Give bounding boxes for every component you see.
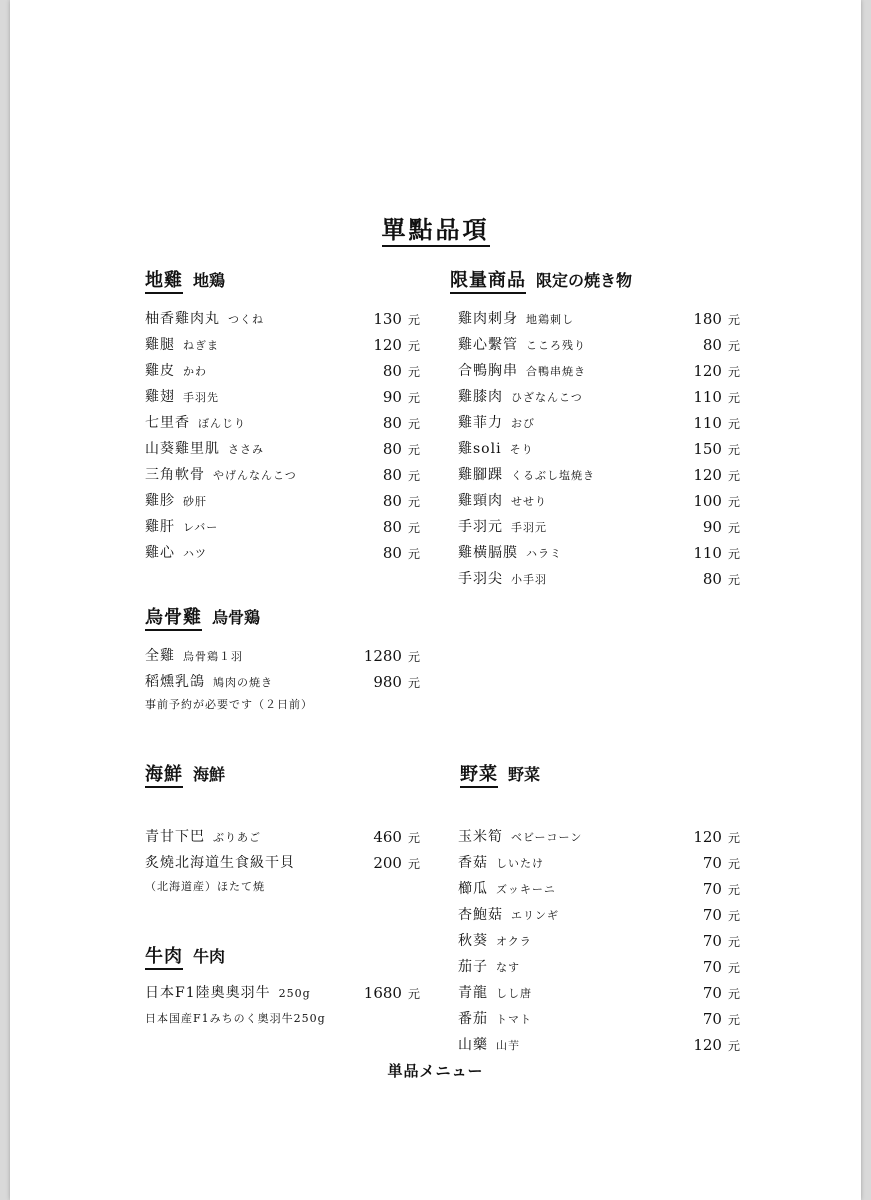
menu-item	[145, 488, 420, 514]
price-unit: 元	[407, 676, 420, 690]
menu-item	[458, 462, 740, 488]
item-note: トマト	[496, 1013, 532, 1026]
price-unit: 元	[727, 443, 740, 457]
price-amount: 70	[702, 932, 722, 950]
price-unit: 元	[407, 313, 420, 327]
item-price	[703, 566, 740, 593]
item-name: 雞皮	[145, 363, 175, 379]
page-title: 單點品項	[10, 210, 861, 245]
menu-item	[145, 850, 420, 876]
item-name: 香菇	[458, 855, 488, 871]
item-price	[693, 384, 740, 411]
item-name: 櫛瓜	[458, 881, 488, 897]
item-price	[383, 462, 420, 489]
section-title: 牛肉	[145, 946, 183, 970]
section-title: 海鮮	[145, 764, 183, 788]
price-amount: 1680	[363, 984, 402, 1002]
price-amount: 150	[693, 440, 722, 458]
price-amount: 80	[702, 336, 722, 354]
menu-item	[458, 436, 740, 462]
price-amount: 90	[702, 518, 722, 536]
item-note: ささみ	[228, 443, 264, 456]
menu-item	[458, 1006, 740, 1032]
item-note: くるぶし塩焼き	[511, 469, 595, 482]
item-price	[703, 850, 740, 877]
price-unit: 元	[407, 831, 420, 845]
price-unit: 元	[727, 495, 740, 509]
section-notice: （北海道産）ほたて焼	[145, 880, 265, 893]
price-unit: 元	[407, 857, 420, 871]
price-amount: 980	[373, 673, 402, 691]
item-name: 合鴨胸串	[458, 363, 518, 379]
price-unit: 元	[407, 339, 420, 353]
item-price	[693, 410, 740, 437]
item-price	[703, 954, 740, 981]
price-amount: 180	[693, 310, 722, 328]
item-name: 雞肝	[145, 519, 175, 535]
price-unit: 元	[407, 365, 420, 379]
item-price	[364, 643, 420, 670]
item-price	[703, 902, 740, 929]
price-amount: 120	[693, 828, 722, 846]
item-note: 手羽元	[511, 521, 547, 534]
item-note: やげんなんこつ	[213, 469, 297, 482]
section-title: 烏骨雞	[145, 607, 202, 631]
item-price	[373, 850, 420, 877]
price-unit: 元	[407, 547, 420, 561]
section-subtitle: 烏骨鶏	[212, 608, 261, 627]
price-amount: 80	[382, 466, 402, 484]
price-amount: 110	[693, 388, 722, 406]
menu-item	[145, 332, 420, 358]
price-unit: 元	[727, 909, 740, 923]
price-unit: 元	[407, 417, 420, 431]
menu-item	[458, 1032, 740, 1058]
item-name: 雞心	[145, 545, 175, 561]
item-price	[373, 332, 420, 359]
item-name: 炙燒北海道生食級干貝	[145, 855, 295, 871]
menu-item	[145, 540, 420, 566]
price-unit: 元	[727, 313, 740, 327]
item-price	[383, 358, 420, 385]
menu-page	[10, 0, 861, 1200]
item-price	[373, 824, 420, 851]
price-unit: 元	[407, 495, 420, 509]
menu-item	[458, 566, 740, 592]
item-price	[703, 980, 740, 1007]
price-unit: 元	[727, 365, 740, 379]
price-amount: 70	[702, 984, 722, 1002]
menu-item	[145, 980, 420, 1006]
section-title: 地雞	[145, 270, 183, 294]
item-name: 山藥	[458, 1037, 488, 1053]
price-amount: 70	[702, 854, 722, 872]
menu-item	[145, 669, 420, 695]
price-unit: 元	[727, 857, 740, 871]
item-name: 玉米筍	[458, 829, 503, 845]
item-price	[383, 540, 420, 567]
section-subtitle: 牛肉	[193, 947, 226, 966]
item-price	[703, 876, 740, 903]
menu-item	[458, 902, 740, 928]
item-name: 山葵雞里肌	[145, 441, 220, 457]
item-price	[693, 824, 740, 851]
price-amount: 120	[373, 336, 402, 354]
item-note: 砂肝	[183, 495, 207, 508]
price-amount: 130	[373, 310, 402, 328]
item-note: そり	[509, 443, 534, 456]
item-note: ハツ	[183, 547, 207, 560]
item-price	[693, 462, 740, 489]
section-heading-vegetable	[460, 760, 540, 786]
item-name: 日本F1陸奧奧羽牛	[145, 985, 271, 1001]
menu-item	[145, 824, 420, 850]
item-note: かわ	[183, 365, 207, 378]
item-note: エリンギ	[511, 909, 559, 922]
item-name: 青龍	[458, 985, 488, 1001]
section-subtitle: 地鶏	[193, 271, 226, 290]
item-price	[383, 436, 420, 463]
item-name: 雞膝肉	[458, 389, 503, 405]
item-name: 雞心繫管	[458, 337, 518, 353]
price-unit: 元	[727, 391, 740, 405]
item-price	[693, 436, 740, 463]
menu-item	[145, 514, 420, 540]
menu-item	[145, 643, 420, 669]
menu-item	[145, 384, 420, 410]
item-note: ズッキーニ	[496, 883, 556, 896]
item-name: 手羽元	[458, 519, 503, 535]
price-unit: 元	[407, 650, 420, 664]
menu-item	[145, 462, 420, 488]
menu-item	[145, 358, 420, 384]
menu-item	[458, 540, 740, 566]
price-unit: 元	[727, 573, 740, 587]
item-price	[383, 384, 420, 411]
section-heading-seafood	[145, 760, 225, 786]
section-subtitle: 野菜	[508, 765, 541, 784]
item-price	[373, 669, 420, 696]
item-note: 鳩肉の焼き	[213, 676, 273, 689]
item-name: 茄子	[458, 959, 488, 975]
price-amount: 110	[693, 544, 722, 562]
price-amount: 80	[382, 414, 402, 432]
price-amount: 70	[702, 906, 722, 924]
item-note: レバー	[183, 521, 219, 534]
section-title: 野菜	[460, 764, 498, 788]
section-heading-beef	[145, 942, 225, 968]
menu-item	[458, 980, 740, 1006]
price-unit: 元	[727, 469, 740, 483]
item-name: 手羽尖	[458, 571, 503, 587]
item-note: しいたけ	[496, 857, 544, 870]
item-price	[693, 306, 740, 333]
section-heading-jidori	[145, 266, 225, 292]
item-name: 稻燻乳鴿	[145, 674, 205, 690]
section-subtitle: 海鮮	[193, 765, 226, 784]
price-unit: 元	[727, 831, 740, 845]
item-price	[703, 1006, 740, 1033]
price-unit: 元	[727, 987, 740, 1001]
price-unit: 元	[407, 443, 420, 457]
menu-item	[458, 824, 740, 850]
item-name: 雞翅	[145, 389, 175, 405]
section-title: 限量商品	[450, 270, 526, 294]
price-amount: 200	[373, 854, 402, 872]
item-note: 地鶏刺し	[526, 313, 574, 326]
item-note: 小手羽	[511, 573, 547, 586]
price-unit: 元	[727, 935, 740, 949]
item-note: ベビーコーン	[511, 831, 583, 844]
price-unit: 元	[407, 469, 420, 483]
item-note: こころ残り	[526, 339, 586, 352]
item-price	[383, 488, 420, 515]
price-amount: 1280	[363, 647, 402, 665]
item-name: 番茄	[458, 1011, 488, 1027]
item-note: しし唐	[496, 987, 532, 1000]
item-price	[703, 514, 740, 541]
price-amount: 80	[382, 518, 402, 536]
menu-item	[458, 306, 740, 332]
menu-item	[458, 954, 740, 980]
price-unit: 元	[407, 987, 420, 1001]
price-unit: 元	[407, 521, 420, 535]
section-subtitle: 限定の焼き物	[536, 271, 633, 290]
item-name: 雞頸肉	[458, 493, 503, 509]
price-amount: 120	[693, 1036, 722, 1054]
price-amount: 70	[702, 1010, 722, 1028]
item-name: 三角軟骨	[145, 467, 205, 483]
item-name: 雞肉刺身	[458, 311, 518, 327]
section-heading-ukokkei	[145, 603, 260, 629]
item-name: 全雞	[145, 648, 175, 664]
price-unit: 元	[407, 391, 420, 405]
menu-item	[458, 384, 740, 410]
menu-item	[458, 850, 740, 876]
item-note: ハラミ	[526, 547, 562, 560]
price-amount: 70	[702, 958, 722, 976]
price-amount: 80	[382, 544, 402, 562]
menu-item	[458, 514, 740, 540]
menu-item	[145, 436, 420, 462]
menu-item	[458, 332, 740, 358]
price-amount: 80	[382, 492, 402, 510]
item-name: 雞橫膈膜	[458, 545, 518, 561]
item-note: おび	[511, 417, 535, 430]
item-note: 手羽先	[183, 391, 219, 404]
price-unit: 元	[727, 547, 740, 561]
item-price	[703, 928, 740, 955]
price-unit: 元	[727, 1039, 740, 1053]
item-price	[693, 358, 740, 385]
item-price	[693, 488, 740, 515]
item-price	[364, 980, 420, 1007]
price-amount: 80	[702, 570, 722, 588]
item-price	[373, 306, 420, 333]
price-amount: 120	[693, 362, 722, 380]
item-name: 雞腳踝	[458, 467, 503, 483]
price-amount: 90	[382, 388, 402, 406]
item-note: ぼんじり	[198, 417, 246, 430]
item-note: 合鴨串焼き	[526, 365, 586, 378]
item-note: なす	[496, 961, 520, 974]
price-unit: 元	[727, 417, 740, 431]
price-amount: 460	[373, 828, 402, 846]
menu-item	[458, 410, 740, 436]
item-name: 七里香	[145, 415, 190, 431]
page-footer: 単品メニュー	[387, 1062, 484, 1080]
price-unit: 元	[727, 1013, 740, 1027]
item-price	[383, 514, 420, 541]
section-notice: 日本国産F1みちのく奥羽牛250g	[145, 1012, 326, 1025]
item-name: 雞腿	[145, 337, 175, 353]
item-price	[383, 410, 420, 437]
item-note: オクラ	[496, 935, 532, 948]
item-note: ねぎま	[183, 339, 219, 352]
item-note: 烏骨鶏１羽	[183, 650, 243, 663]
price-unit: 元	[727, 883, 740, 897]
price-amount: 80	[382, 440, 402, 458]
item-name: 雞soli	[458, 441, 502, 457]
item-note: 山芋	[496, 1039, 520, 1052]
menu-item	[145, 410, 420, 436]
section-heading-limited	[450, 266, 632, 292]
item-name: 杏鮑菇	[458, 907, 503, 923]
item-note: せせり	[511, 495, 547, 508]
price-amount: 70	[702, 880, 722, 898]
price-amount: 120	[693, 466, 722, 484]
item-price	[693, 1032, 740, 1059]
item-note: ぶりあご	[213, 831, 261, 844]
price-amount: 80	[382, 362, 402, 380]
item-note: 250g	[278, 987, 311, 1000]
item-name: 雞菲力	[458, 415, 503, 431]
item-name: 柚香雞肉丸	[145, 311, 220, 327]
item-price	[703, 332, 740, 359]
menu-item	[145, 306, 420, 332]
section-notice: 事前予約が必要です（２日前）	[145, 698, 313, 711]
item-price	[693, 540, 740, 567]
price-amount: 110	[693, 414, 722, 432]
item-name: 青甘下巴	[145, 829, 205, 845]
price-unit: 元	[727, 961, 740, 975]
item-name: 秋葵	[458, 933, 488, 949]
menu-item	[458, 358, 740, 384]
menu-item	[458, 488, 740, 514]
price-unit: 元	[727, 339, 740, 353]
item-name: 雞胗	[145, 493, 175, 509]
price-amount: 100	[693, 492, 722, 510]
menu-item	[458, 928, 740, 954]
price-unit: 元	[727, 521, 740, 535]
menu-item	[458, 876, 740, 902]
item-note: ひざなんこつ	[511, 391, 583, 404]
item-note: つくね	[228, 313, 264, 326]
